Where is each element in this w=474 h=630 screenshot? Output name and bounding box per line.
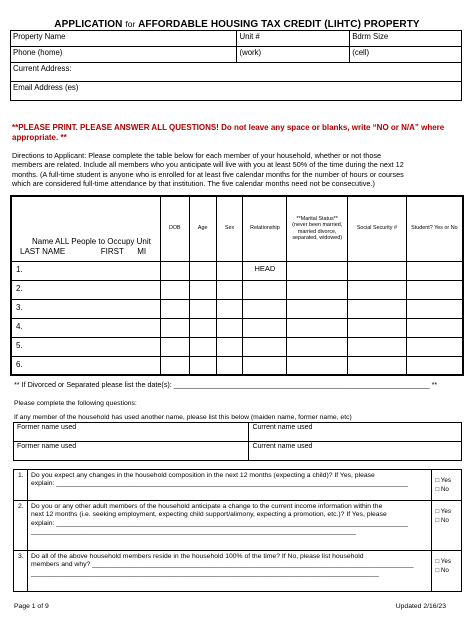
household-questions-table [13,469,462,592]
table-row [11,318,463,337]
member-name-cell[interactable]: 1. [11,261,160,280]
divorce-date-line[interactable]: ** If Divorced or Separated please list the date(s): ________________________________________________________________ ** [14,380,438,389]
former-name-field[interactable]: Former name used [14,442,249,461]
no-checkbox[interactable]: □ No [435,485,449,493]
unit-field[interactable]: Unit # [237,31,350,47]
applicant-info-table [10,30,462,101]
ssn-cell[interactable] [348,299,407,318]
age-cell[interactable] [189,318,216,337]
marital-status-cell[interactable] [287,280,348,299]
dob-cell[interactable] [160,318,189,337]
relationship-column-header: Relationship [243,196,287,261]
sex-cell[interactable] [216,356,243,375]
ssn-cell[interactable] [348,261,407,280]
question-row [14,470,462,501]
student-cell[interactable] [406,280,463,299]
explain-line[interactable]: explain: _____________________________________________________________________________________________ [30,480,408,488]
table-row [11,337,463,356]
sex-cell[interactable] [216,280,243,299]
yes-checkbox[interactable]: □ Yes [435,477,452,484]
question-number: 1. [14,470,28,501]
question-row [14,551,462,592]
dob-cell[interactable] [160,337,189,356]
no-checkbox[interactable]: □ No [435,516,449,524]
current-name-field[interactable]: Current name used [249,423,462,442]
complete-questions-label: Please complete the following questions: [14,400,137,407]
student-cell[interactable] [406,337,463,356]
dob-column-header: DOB [160,196,189,261]
former-name-field[interactable]: Former name used [14,423,249,442]
marital-status-cell[interactable] [287,299,348,318]
question-number: 3. [14,551,28,592]
explain-line[interactable]: explain: _____________________________________________________________________________________________ [30,519,408,527]
marital-status-cell[interactable] [287,356,348,375]
directions-text: Directions to Applicant: Please complete the table below for each member of your household, whether or not those members are related. Include all members who you anticipate will live with you at least 50% of the time during the next 12 months. (A full-time student is anyone who is enrolled for at least five calendar months for the number of hours or courses which are considered full-time attendance by that institution. The five calendar months need not be consecutive.) [12,151,404,189]
table-row [14,442,462,461]
dob-cell[interactable] [160,261,189,280]
member-name-cell[interactable]: 4. [11,318,160,337]
marital-status-cell[interactable] [287,318,348,337]
question-text: Do you or any other adult members of the household anticipate a change to the current income information within the next 12 months (i.e. seeking employment, expecting child support/alimony, expecting a promotion, etc.)? If Yes, please explain: _____________________________________________________________________________________________ ______________________________________________________________________________________ [27,501,431,551]
yes-checkbox[interactable]: □ Yes [435,508,452,515]
relationship-cell[interactable] [243,318,287,337]
yes-no-options [432,551,462,592]
sex-cell[interactable] [216,299,243,318]
no-checkbox[interactable]: □ No [435,566,449,574]
name-column-header: Name ALL People to Occupy Unit LAST NAME FIRST MI [11,196,160,261]
question-text: Do all of the above household members reside in the household 100% of the time? If No, please list household members and why? _____________________________________________________________________________________ ____________________________________________________________________________________________ [27,551,431,592]
member-name-cell[interactable]: 5. [11,337,160,356]
current-address-field[interactable]: Current Address: [11,63,462,82]
marital-status-column-header: **Marital Status** (never been married, married divorce, separated, widowed) [287,196,348,261]
age-column-header: Age [189,196,216,261]
bdrm-size-field[interactable]: Bdrm Size [350,31,462,47]
question-row [14,501,462,551]
property-name-field[interactable]: Property Name [11,31,237,47]
question-number: 2. [14,501,28,551]
table-row [11,299,463,318]
dob-cell[interactable] [160,356,189,375]
age-cell[interactable] [189,337,216,356]
ssn-cell[interactable] [348,337,407,356]
dob-cell[interactable] [160,299,189,318]
ssn-cell[interactable] [348,318,407,337]
ssn-cell[interactable] [348,280,407,299]
marital-status-cell[interactable] [287,337,348,356]
title-main-after: AFFORDABLE HOUSING TAX CREDIT (LIHTC) PROPERTY [138,19,420,30]
student-cell[interactable] [406,261,463,280]
relationship-cell[interactable] [243,356,287,375]
email-field[interactable]: Email Address (es) [11,82,462,101]
age-cell[interactable] [189,299,216,318]
age-cell[interactable] [189,280,216,299]
explain-line[interactable]: ____________________________________________________________________________________________ [30,569,379,577]
question-text: Do you expect any changes in the household composition in the next 12 months (expecting a child)? If Yes, please explain: _____________________________________________________________________________________________ [27,470,431,501]
sex-cell[interactable] [216,318,243,337]
sex-cell[interactable] [216,261,243,280]
household-members-table [10,195,464,376]
member-name-cell[interactable]: 3. [11,299,160,318]
former-name-instructions: If any member of the household has used another name, please list this below (maiden name, former name, etc) [14,414,352,421]
updated-date: Updated 2/16/23 [395,603,446,610]
dob-cell[interactable] [160,280,189,299]
title-main-before: APPLICATION [54,19,123,30]
phone-work-field[interactable]: (work) [237,47,350,63]
relationship-cell[interactable] [243,337,287,356]
yes-checkbox[interactable]: □ Yes [435,558,452,565]
relationship-cell[interactable] [243,299,287,318]
former-names-table [13,422,462,461]
age-cell[interactable] [189,356,216,375]
student-cell[interactable] [406,318,463,337]
member-name-cell[interactable]: 2. [11,280,160,299]
table-row [14,423,462,442]
member-name-cell[interactable]: 6. [11,356,160,375]
yes-no-options [432,501,462,551]
ssn-cell[interactable] [348,356,407,375]
phone-cell-field[interactable]: (cell) [350,47,462,63]
yes-no-options [432,470,462,501]
page-number: Page 1 of 9 [14,603,49,610]
relationship-cell[interactable]: HEAD [243,261,287,280]
table-row [11,280,463,299]
explain-line[interactable]: members and why? _____________________________________________________________________________________ [30,561,414,569]
table-row [11,261,463,280]
please-print-notice: **PLEASE PRINT. PLEASE ANSWER ALL QUESTIONS! Do not leave any space or blanks, write “NO or N/A” where appropriate. ** [12,123,445,143]
student-cell[interactable] [406,299,463,318]
student-column-header: Student? Yes or No [406,196,463,261]
ssn-column-header: Social Security # [348,196,407,261]
explain-line[interactable]: ______________________________________________________________________________________ [30,527,357,535]
sex-column-header: Sex [216,196,243,261]
sex-cell[interactable] [216,337,243,356]
relationship-cell[interactable] [243,280,287,299]
marital-status-cell[interactable] [287,261,348,280]
age-cell[interactable] [189,261,216,280]
student-cell[interactable] [406,356,463,375]
current-name-field[interactable]: Current name used [249,442,462,461]
title-for: for [125,19,136,29]
table-row [11,356,463,375]
phone-home-field[interactable]: Phone (home) [11,47,237,63]
